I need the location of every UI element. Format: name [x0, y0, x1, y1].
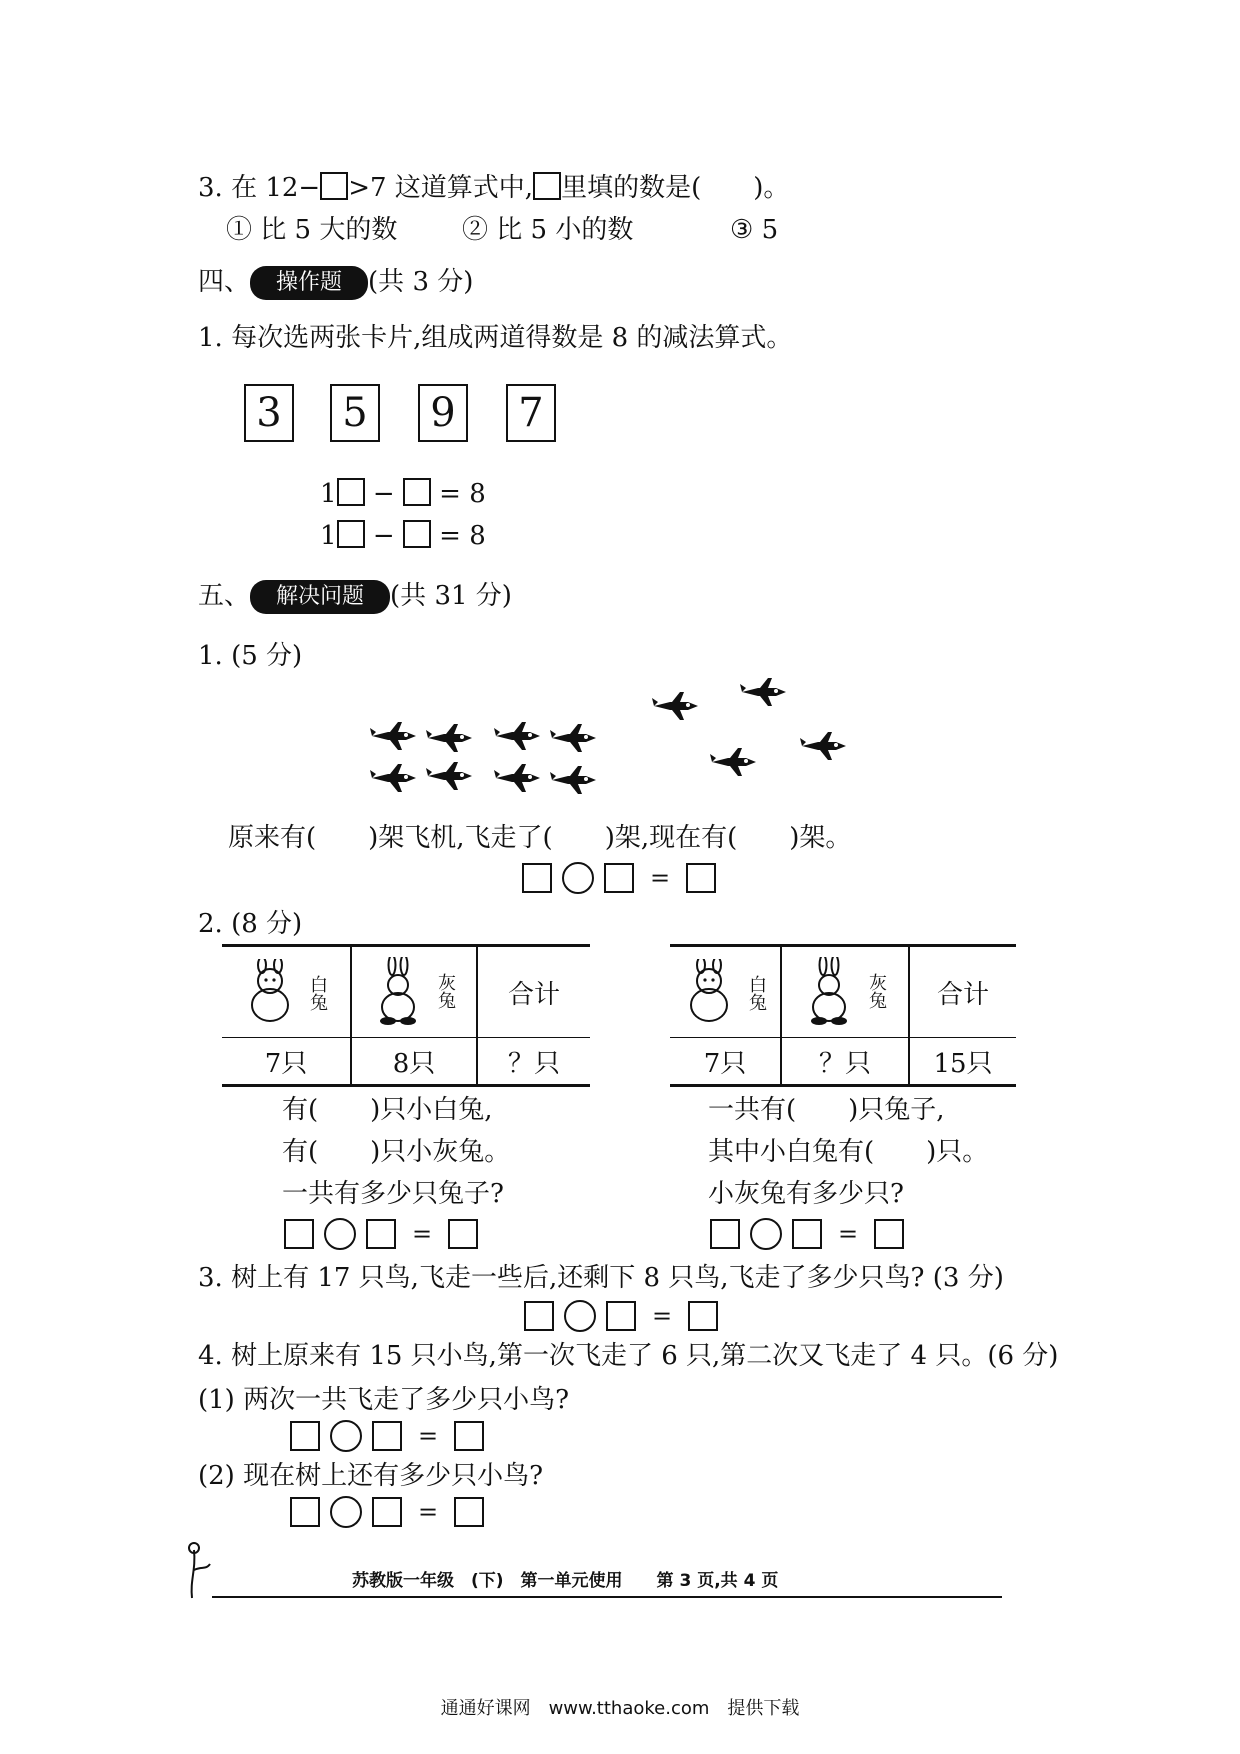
total-count: ？只 — [477, 1038, 590, 1086]
answer-box[interactable] — [454, 1497, 484, 1527]
section5-q4-part2: (2) 现在树上还有多少只小鸟? — [198, 1461, 544, 1491]
section4-heading: 四、 操作题 (共 3 分) — [198, 266, 473, 300]
right-line-3: 小灰兔有多少只? — [708, 1179, 904, 1209]
answer-equation: = — [524, 1300, 728, 1332]
answer-box[interactable] — [366, 1219, 396, 1249]
section5-q3: 3. 树上有 17 只鸟,飞走一些后,还剩下 8 只鸟,飞走了多少只鸟? (3 分) — [198, 1263, 1004, 1293]
answer-equation: = — [522, 862, 726, 894]
right-line-2: 其中小白兔有( )只。 — [708, 1137, 989, 1167]
airplane-icon — [550, 724, 596, 752]
answer-box[interactable] — [372, 1497, 402, 1527]
answer-equation: = — [284, 1218, 488, 1250]
number-card: 9 — [418, 384, 468, 442]
answer-box[interactable] — [710, 1219, 740, 1249]
airplane-icon — [740, 678, 786, 706]
q3-option-1: ① 比 5 大的数 — [226, 215, 398, 245]
airplane-icon — [370, 722, 416, 750]
q3-option-2: ② 比 5 小的数 — [462, 215, 634, 245]
gray-rabbit-icon — [370, 957, 426, 1027]
section5-banner: 解决问题 — [250, 580, 390, 614]
section5-heading: 五、 解决问题 (共 31 分) — [198, 580, 512, 614]
left-line-3: 一共有多少只兔子? — [282, 1179, 504, 1209]
gray-rabbit-cell: 灰兔 — [781, 946, 909, 1038]
airplane-icon — [370, 764, 416, 792]
footer-rule — [212, 1596, 1002, 1598]
answer-equation: = — [290, 1496, 494, 1528]
white-rabbit-icon — [242, 959, 298, 1025]
blank-square — [403, 478, 431, 506]
answer-box[interactable] — [688, 1301, 718, 1331]
operator-circle[interactable] — [324, 1218, 356, 1250]
white-rabbit-icon — [681, 959, 737, 1025]
left-line-2: 有( )只小灰兔。 — [282, 1137, 511, 1167]
q3-stem: 3. 在 12− >7 这道算式中, 里填的数是( )。 — [198, 173, 790, 203]
operator-circle[interactable] — [330, 1496, 362, 1528]
white-count: 7只 — [670, 1038, 781, 1086]
blank-square — [337, 520, 365, 548]
left-line-1: 有( )只小白兔, — [282, 1095, 493, 1125]
answer-equation: = — [290, 1420, 494, 1452]
section4-banner: 操作题 — [250, 266, 368, 300]
rabbit-table-right — [670, 944, 1016, 1087]
answer-box[interactable] — [448, 1219, 478, 1249]
section5-q1-label: 1. (5 分) — [198, 641, 303, 671]
answer-box[interactable] — [290, 1421, 320, 1451]
gray-count: 8只 — [351, 1038, 477, 1086]
footer-text: 苏教版一年级 (下) 第一单元使用 第 3 页,共 4 页 — [352, 1571, 779, 1591]
total-count: 15只 — [909, 1038, 1016, 1086]
gray-rabbit-icon — [801, 957, 857, 1027]
answer-box[interactable] — [792, 1219, 822, 1249]
airplane-icon — [710, 748, 756, 776]
operator-circle[interactable] — [562, 862, 594, 894]
right-line-1: 一共有( )只兔子, — [708, 1095, 945, 1125]
gray-rabbit-cell: 灰兔 — [351, 946, 477, 1038]
airplanes-illustration — [370, 672, 890, 812]
number-card: 3 — [244, 384, 294, 442]
answer-box[interactable] — [522, 863, 552, 893]
gray-count: ？只 — [781, 1038, 909, 1086]
airplane-icon — [494, 722, 540, 750]
airplane-icon — [800, 732, 846, 760]
section4-q1: 1. 每次选两张卡片,组成两道得数是 8 的减法算式。 — [198, 323, 793, 353]
subtraction-equation: 1 − = 8 — [320, 521, 486, 551]
answer-box[interactable] — [290, 1497, 320, 1527]
operator-circle[interactable] — [330, 1420, 362, 1452]
watermark: 通通好课网 www.tthaoke.com 提供下载 — [440, 1698, 800, 1719]
airplane-icon — [652, 692, 698, 720]
operator-circle[interactable] — [564, 1300, 596, 1332]
white-rabbit-cell: 白兔 — [222, 946, 351, 1038]
answer-box[interactable] — [874, 1219, 904, 1249]
section5-q2-label: 2. (8 分) — [198, 909, 303, 939]
airplane-icon — [426, 724, 472, 752]
answer-box[interactable] — [454, 1421, 484, 1451]
airplane-icon — [550, 766, 596, 794]
white-count: 7只 — [222, 1038, 351, 1086]
rabbit-table-left — [222, 944, 590, 1087]
section5-q4: 4. 树上原来有 15 只小鸟,第一次飞走了 6 只,第二次又飞走了 4 只。(6 分) — [198, 1341, 1059, 1371]
answer-box[interactable] — [284, 1219, 314, 1249]
answer-box[interactable] — [604, 863, 634, 893]
answer-box[interactable] — [686, 863, 716, 893]
answer-box[interactable] — [524, 1301, 554, 1331]
airplane-icon — [426, 762, 472, 790]
total-header: 合计 — [909, 946, 1016, 1038]
subtraction-equation: 1 − = 8 — [320, 479, 486, 509]
answer-equation: = — [710, 1218, 914, 1250]
blank-square — [403, 520, 431, 548]
blank-square — [320, 172, 348, 200]
blank-square — [533, 172, 561, 200]
airplane-icon — [494, 764, 540, 792]
flower-icon — [180, 1540, 214, 1600]
answer-box[interactable] — [372, 1421, 402, 1451]
blank-square — [337, 478, 365, 506]
section5-q1-text: 原来有( )架飞机,飞走了( )架,现在有( )架。 — [228, 823, 852, 853]
total-header: 合计 — [477, 946, 590, 1038]
section5-q4-part1: (1) 两次一共飞走了多少只小鸟? — [198, 1385, 570, 1415]
operator-circle[interactable] — [750, 1218, 782, 1250]
white-rabbit-cell: 白兔 — [670, 946, 781, 1038]
number-card: 5 — [330, 384, 380, 442]
number-card: 7 — [506, 384, 556, 442]
answer-box[interactable] — [606, 1301, 636, 1331]
q3-option-3: ③ 5 — [730, 215, 779, 245]
